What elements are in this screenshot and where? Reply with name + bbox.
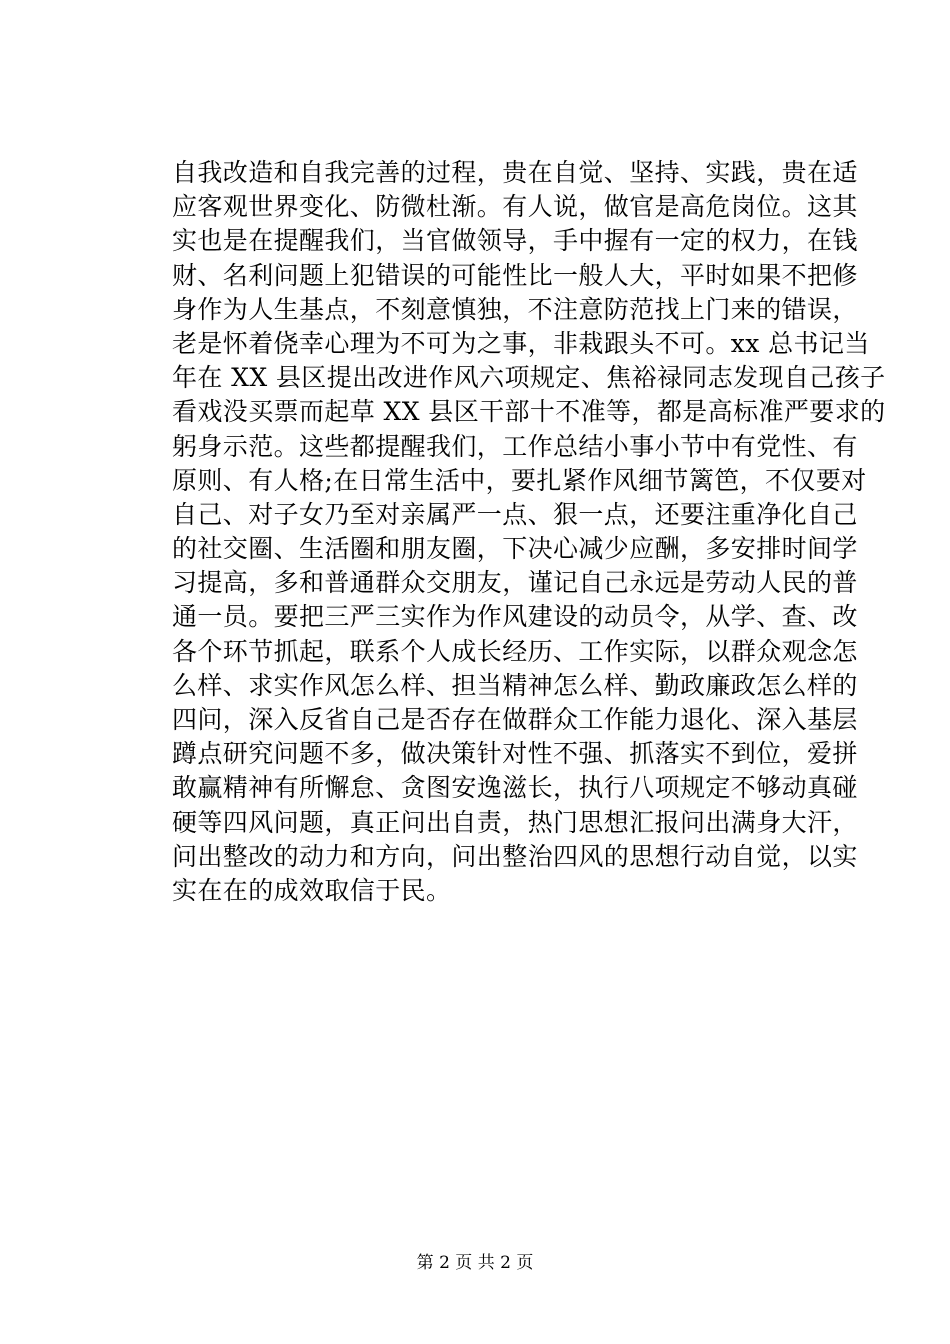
text-line: 各个环节抓起，联系个人成长经历、工作实际，以群众观念怎 <box>172 636 858 666</box>
text-line: 习提高，多和普通群众交朋友，谨记自己永远是劳动人民的普 <box>172 568 858 598</box>
text-line: 自我改造和自我完善的过程，贵在自觉、坚持、实践，贵在适 <box>172 158 858 187</box>
text-line: 问出整改的动力和方向，问出整治四风的思想行动自觉，以实 <box>172 841 858 871</box>
text-line: 财、名利问题上犯错误的可能性比一般人大，平时如果不把修 <box>172 260 858 290</box>
text-line: 实也是在提醒我们，当官做领导，手中握有一定的权力，在钱 <box>172 226 858 256</box>
text-line: 四问，深入反省自己是否存在做群众工作能力退化、深入基层 <box>172 705 858 734</box>
text-line: 看戏没买票而起草 XX 县区干部十不准等，都是高标准严要求的 <box>172 397 886 427</box>
text-line: 的社交圈、生活圈和朋友圈，下决心减少应酬，多安排时间学 <box>172 534 858 564</box>
text-line: 年在 XX 县区提出改进作风六项规定、焦裕禄同志发现自己孩子 <box>172 363 886 393</box>
text-line: 硬等四风问题，真正问出自责，热门思想汇报问出满身大汗， <box>172 807 858 837</box>
text-line: 身作为人生基点，不刻意慎独，不注意防范找上门来的错误， <box>172 294 858 324</box>
text-line: 蹲点研究问题不多，做决策针对性不强、抓落实不到位，爱拼 <box>172 739 858 769</box>
text-line: 么样、求实作风怎么样、担当精神怎么样、勤政廉政怎么样的 <box>172 670 858 700</box>
text-line: 实在在的成效取信于民。 <box>172 875 452 905</box>
body-paragraph <box>172 156 886 908</box>
text-line: 通一员。要把三严三实作为作风建设的动员令，从学、查、改 <box>172 602 858 632</box>
text-line: 应客观世界变化、防微杜渐。有人说，做官是高危岗位。这其 <box>172 192 858 222</box>
text-line: 自己、对子女乃至对亲属严一点、狠一点，还要注重净化自己 <box>172 499 858 529</box>
text-line: 敢赢精神有所懈怠、贪图安逸滋长，执行八项规定不够动真碰 <box>172 773 858 803</box>
text-line: 原则、有人格;在日常生活中，要扎紧作风细节篱笆，不仅要对 <box>172 465 867 495</box>
text-line: 躬身示范。这些都提醒我们，工作总结小事小节中有党性、有 <box>172 431 858 461</box>
text-line: 老是怀着侥幸心理为不可为之事，非栽跟头不可。xx 总书记当 <box>172 328 870 358</box>
page-footer: 第 2 页 共 2 页 <box>416 1253 534 1273</box>
